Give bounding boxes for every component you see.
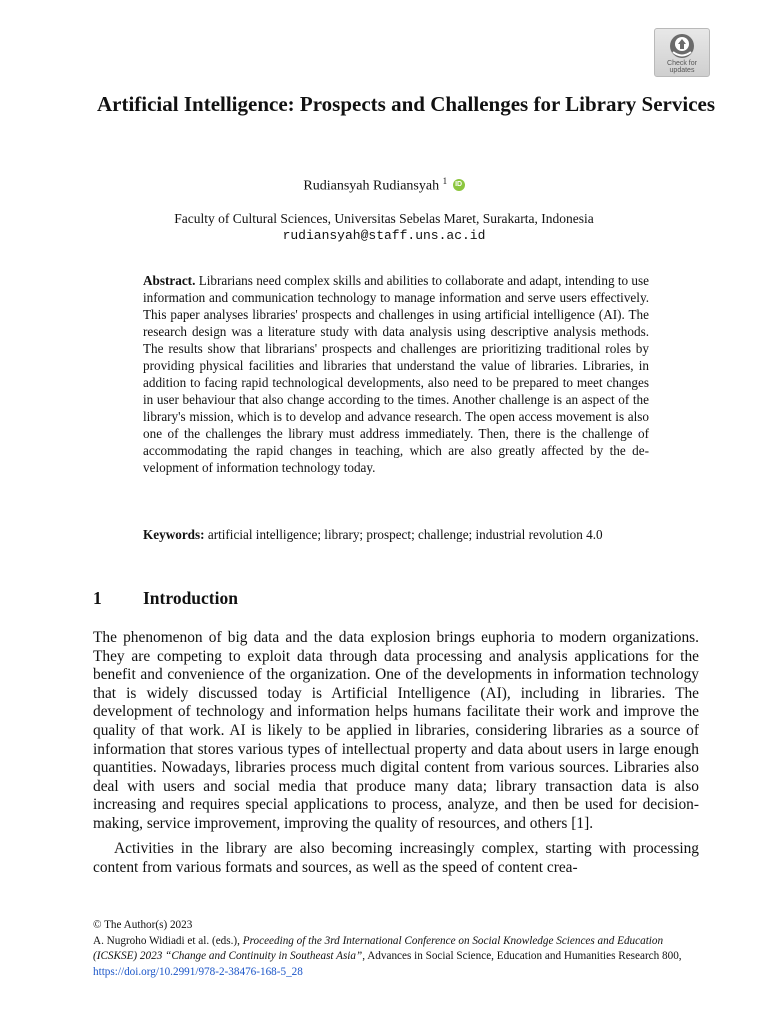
citation-editors: A. Nugroho Widiadi et al. (eds.), xyxy=(93,934,240,947)
body-paragraph: The phenomenon of big data and the data explosion brings euphoria to modern organizations. They are competing to exploit data through data processing and analysis applications for the benefit and convenience of the organization. One of the developments in information technology that is widely discussed today is Artificial Intelligence (AI), including in libraries. The development of technology and information helps humans facilitate their work and improve the quality of that work. AI is likely to be applied in libraries, considering libraries as a source of information that stores various types of intellectual property and data about users in large enough quantities. Nowadays, libraries process much digital content from various sources. Libraries also deal with users and social media that produce many data; library transaction data is also increasing and requires special applications to process, analyze, and then be used for decision-making, service improvement, improving the quality of resources, and others [1]. xyxy=(93,629,699,832)
keywords-label: Keywords: xyxy=(143,527,205,542)
citation xyxy=(93,934,705,981)
orcid-icon-label: ID xyxy=(455,180,463,188)
section-number: 1 xyxy=(93,588,102,608)
check-for-updates-icon xyxy=(669,33,695,59)
footer-note xyxy=(93,918,705,980)
abstract xyxy=(143,272,649,476)
paper-title: Artificial Intelligence: Prospects and Challenges for Library Services xyxy=(96,92,716,116)
body-paragraph: Activities in the library are also becoming increasingly complex, starting with processing content from various formats and sources, as well as the speed of content crea- xyxy=(93,840,699,876)
affiliation: Faculty of Cultural Sciences, Universitas Sebelas Maret, Surakarta, Indonesia xyxy=(174,211,594,226)
citation-proceeding: Proceeding of the 3rd International Conference on Social Knowledge Sciences and Education (ICSKSE) 2023 “Change and Continuity in Southeast Asia” xyxy=(93,934,664,962)
author-line xyxy=(90,176,678,195)
section-title: Introduction xyxy=(143,588,238,608)
abstract-text: Librarians need complex skills and abilities to collaborate and adapt, intending to use information and communication technology to manage information and serve users effectively. This paper analyses libraries' prospects and challenges in using artificial intelligence (AI). The research design was a literature study with data analysis using descriptive analysis methods. The results show that librarians' prospects and challenges are prioritizing traditional roles by providing physical facilities and libraries that understand the value of libraries. Libraries, in addition to facing rapid technological developments, also need to be prepared to meet changes in user behaviour that also change according to the times. Another challenge is an aspect of the library's mission, which is to develop and advance research. The open access movement is also one of the challenges the library must address immediately. Then, there is the challenge of accommodating the rapid changes in teaching, which are also greatly affected by the development of information technology today. xyxy=(143,273,650,475)
orcid-icon[interactable] xyxy=(453,179,465,191)
abstract-label: Abstract. xyxy=(143,273,196,288)
citation-series: , Advances in Social Science, Education and Humanities Research 800, xyxy=(362,950,682,962)
keywords xyxy=(143,526,649,543)
badge-label: Check for updates xyxy=(667,60,697,74)
affiliation-block xyxy=(90,210,678,244)
doi-link[interactable]: https://doi.org/10.2991/978-2-38476-168-5_28 xyxy=(93,965,303,978)
email: rudiansyah@staff.uns.ac.id xyxy=(282,228,486,243)
author-name: Rudiansyah Rudiansyah xyxy=(303,178,440,194)
copyright: © The Author(s) 2023 xyxy=(93,919,193,931)
check-for-updates-badge[interactable] xyxy=(654,28,710,77)
keywords-text: artificial intelligence; library; prospect; challenge; industrial revolution 4.0 xyxy=(207,527,603,542)
affiliation-mark: 1 xyxy=(442,176,448,186)
